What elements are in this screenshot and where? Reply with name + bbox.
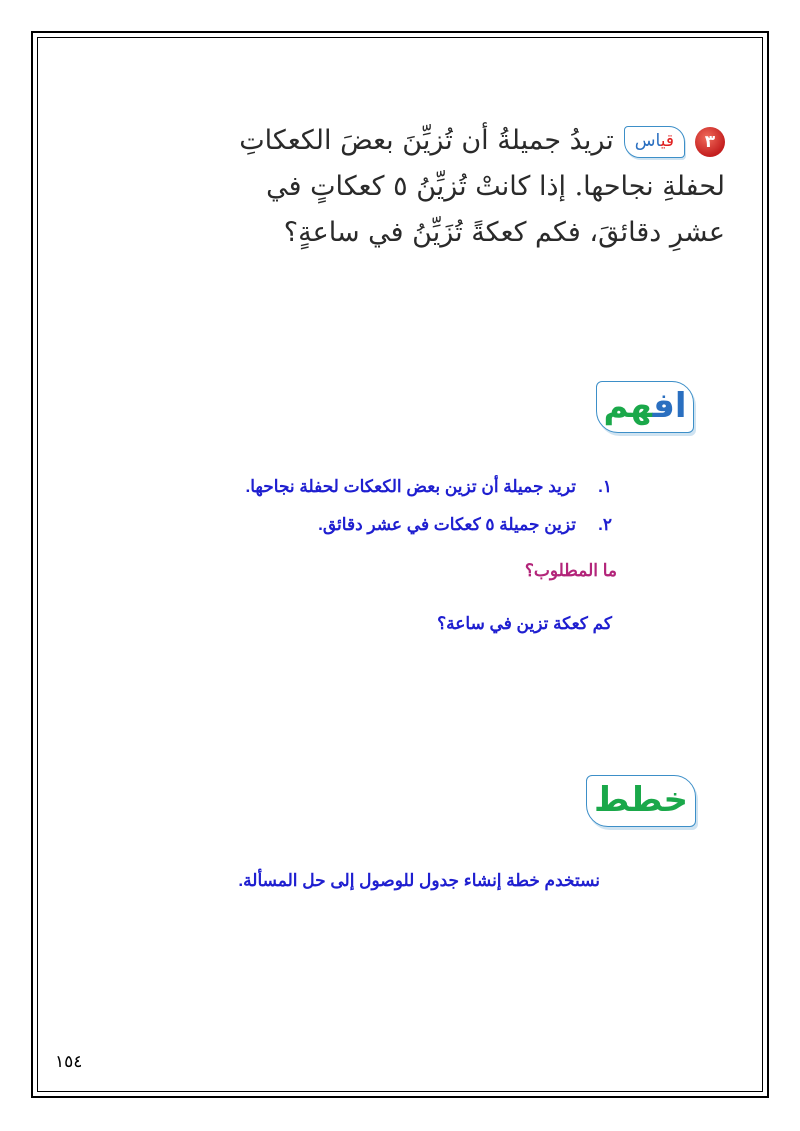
fact-text-1: تريد جميلة أن تزين بعض الكعكات لحفلة نجاحها. <box>245 477 576 496</box>
fact-number-1: ١. <box>598 477 612 496</box>
understand-badge-part-1: اف <box>652 386 687 426</box>
understand-badge <box>596 381 694 433</box>
fact-item-1 <box>246 477 612 497</box>
fact-item-2 <box>318 515 612 535</box>
asked-question: كم كعكة تزين في ساعة؟ <box>437 614 612 633</box>
measurement-tag <box>624 126 685 158</box>
plan-text: نستخدم خطة إنشاء جدول للوصول إلى حل المسألة. <box>238 871 600 890</box>
fact-text-2: تزين جميلة ٥ كعكات في عشر دقائق. <box>318 515 576 534</box>
problem-text-line-2: لحفلةِ نجاحها. إذا كانتْ تُزيِّنُ ٥ كعكاتٍ في <box>266 171 725 202</box>
measurement-tag-part-2: اس <box>634 130 661 151</box>
asked-label: ما المطلوب؟ <box>524 561 617 580</box>
plan-badge <box>586 775 696 827</box>
measurement-tag-part-1: قي <box>660 130 674 151</box>
problem-statement <box>180 118 725 256</box>
fact-number-2: ٢. <box>598 515 612 534</box>
plan-badge-text: خطط <box>593 780 689 820</box>
problem-text-line-3: عشرِ دقائقَ، فكم كعكةً تُزَيِّنُ في ساعةٍ؟ <box>283 217 725 248</box>
understand-badge-part-2: هم <box>603 386 653 426</box>
page-number: ١٥٤ <box>55 1052 83 1071</box>
problem-line-1 <box>180 118 725 164</box>
problem-text-line-1: تريدُ جميلةُ أن تُزيِّنَ بعضَ الكعكاتِ <box>239 125 614 156</box>
problem-number-badge: ٣ <box>695 127 725 157</box>
